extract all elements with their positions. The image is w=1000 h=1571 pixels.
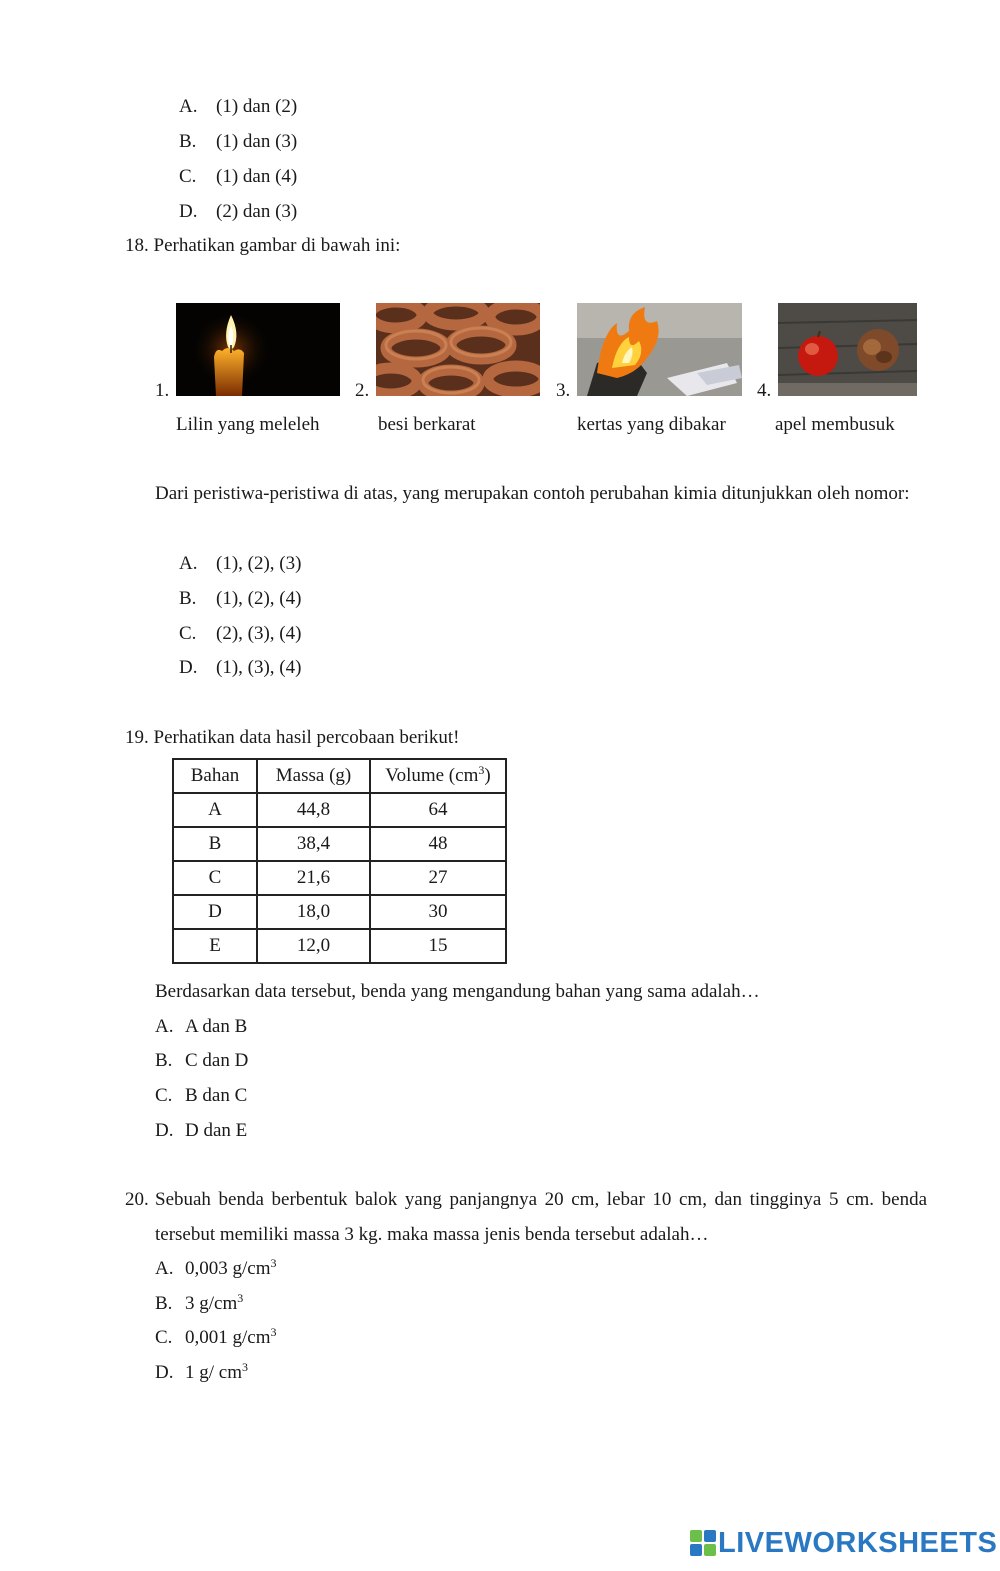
q18-caption-1: Lilin yang meleleh [176, 414, 320, 435]
candle-image [176, 303, 340, 396]
q18-number: 18. [125, 235, 149, 256]
table-row [173, 861, 506, 895]
q20-option-a[interactable]: A. 0,003 $g/cm^3$ [155, 1256, 277, 1279]
table-cell: 12,0 [257, 929, 370, 963]
table-header-volume: Volume $(cm^3)$ [370, 759, 506, 793]
q18-caption-2: besi berkarat [378, 414, 476, 435]
q20-question: Sebuah benda berbentuk balok yang panjangnya 20 cm, lebar 10 cm, dan tingginya 5 cm. benda tersebut memiliki massa 3 kg. maka massa jenis benda tersebut adalah… [155, 1189, 927, 1245]
q18-picture-number-2: 2. [355, 380, 370, 401]
table-row [173, 827, 506, 861]
q18-picture-number-1: 1. [155, 380, 170, 401]
q19-option-d[interactable]: D. D dan E [155, 1120, 248, 1141]
table-row [173, 895, 506, 929]
q19-question: Berdasarkan data tersebut, benda yang mengandung bahan yang sama adalah… [155, 981, 760, 1002]
q18-option-a[interactable]: A. (1), (2), (3) [179, 553, 302, 574]
table-cell: A [173, 793, 257, 827]
q18-option-d[interactable]: D. (1), (3), (4) [179, 657, 302, 678]
q17-option-a[interactable]: A. (1) dan (2) [179, 96, 298, 117]
table-cell: 48 [370, 827, 506, 861]
q18-picture-number-3: 3. [556, 380, 571, 401]
q19-prompt: Perhatikan data hasil percobaan berikut! [153, 727, 460, 748]
table-cell: 15 [370, 929, 506, 963]
table-cell: E [173, 929, 257, 963]
table-cell: C [173, 861, 257, 895]
q17-option-b[interactable]: B. (1) dan (3) [179, 131, 298, 152]
q19-option-c[interactable]: C. B dan C [155, 1085, 248, 1106]
liveworksheets-logo-text: LIVEWORKSHEETS [718, 1527, 998, 1559]
table-cell: B [173, 827, 257, 861]
q19-header [125, 728, 460, 747]
rotting-apple-image [778, 303, 917, 396]
q18-option-b[interactable]: B. (1), (2), (4) [179, 588, 302, 609]
q19-option-b[interactable]: B. C dan D [155, 1050, 249, 1071]
q18-header [125, 236, 400, 255]
q20-option-b[interactable]: B. 3 $g/cm^3$ [155, 1291, 244, 1314]
table-row [173, 793, 506, 827]
q18-caption-3: kertas yang dibakar [577, 414, 726, 435]
table-cell: 27 [370, 861, 506, 895]
table-header-massa: Massa (g) [257, 759, 370, 793]
q18-option-c[interactable]: C. (2), (3), (4) [179, 623, 302, 644]
rusty-chain-image [376, 303, 540, 396]
table-cell: 64 [370, 793, 506, 827]
q17-option-d[interactable]: D. (2) dan (3) [179, 201, 298, 222]
liveworksheets-logo-icon [690, 1530, 716, 1556]
table-cell: 21,6 [257, 861, 370, 895]
q18-prompt: Perhatikan gambar di bawah ini: [153, 235, 401, 256]
q20-number: 20. [125, 1189, 149, 1210]
table-header-row [173, 759, 506, 793]
table-cell: 44,8 [257, 793, 370, 827]
q20-option-c[interactable]: C. 0,001 $g/cm^3$ [155, 1325, 277, 1348]
table-cell: 38,4 [257, 827, 370, 861]
table-cell: 30 [370, 895, 506, 929]
q19-number: 19. [125, 727, 149, 748]
q18-question: Dari peristiwa-peristiwa di atas, yang merupakan contoh perubahan kimia ditunjukkan oleh nomor: [155, 483, 910, 504]
q19-option-a[interactable]: A. A dan B [155, 1016, 248, 1037]
table-header-bahan: Bahan [173, 759, 257, 793]
table-cell: 18,0 [257, 895, 370, 929]
table-cell: D [173, 895, 257, 929]
q20-option-d[interactable]: D. 1 g/ $cm^3$ [155, 1360, 248, 1383]
q17-option-c[interactable]: C. (1) dan (4) [179, 166, 298, 187]
q18-picture-number-4: 4. [757, 380, 772, 401]
q18-caption-4: apel membusuk [775, 414, 895, 435]
table-row [173, 929, 506, 963]
burning-paper-image [577, 303, 742, 396]
q19-data-table [172, 758, 507, 964]
